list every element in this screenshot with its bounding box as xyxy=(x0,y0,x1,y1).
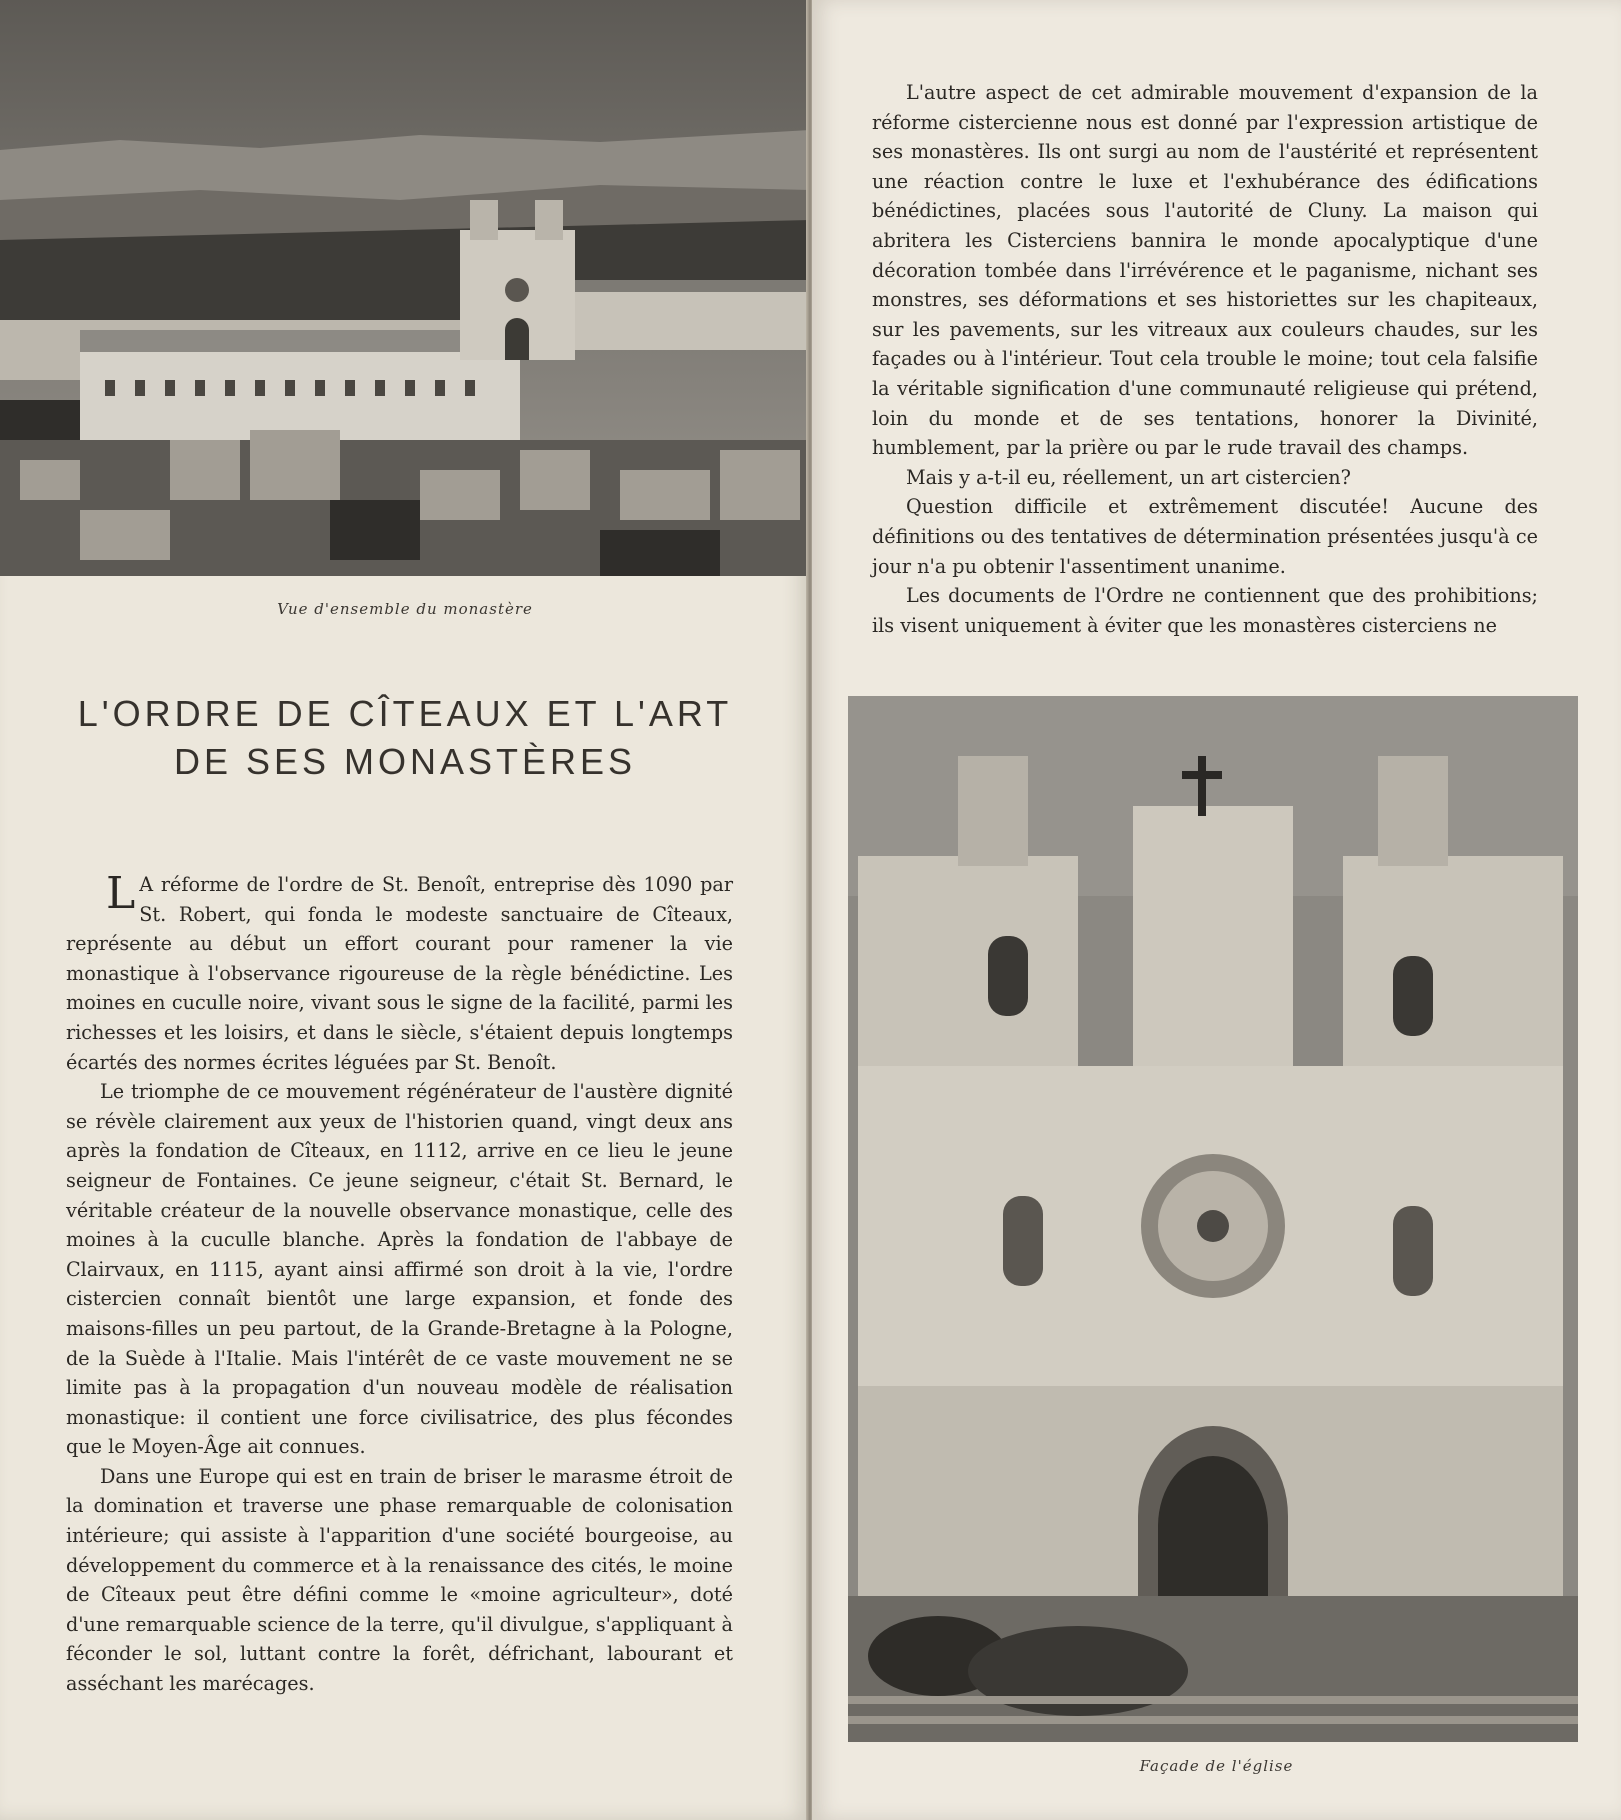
drop-cap: L xyxy=(106,868,136,919)
aerial-photo-caption: Vue d'ensemble du monastère xyxy=(277,600,533,618)
right-paragraph-4: Les documents de l'Ordre ne contiennent que des prohibitions; ils visent uniquement à éviter que les monastères cisterciens ne xyxy=(872,584,1538,637)
aerial-monastery-photo xyxy=(0,0,810,576)
right-paragraph-2: Mais y a-t-il eu, réellement, un art cistercien? xyxy=(906,465,1351,489)
aerial-photo-illustration xyxy=(0,0,810,576)
left-page xyxy=(0,0,810,1820)
church-facade-photo xyxy=(848,696,1578,1742)
title-line-2: DE SES MONASTÈRES xyxy=(173,741,637,782)
left-body-text xyxy=(66,870,733,1699)
title-line-1: L'ORDRE DE CÎTEAUX ET L'ART xyxy=(77,693,733,734)
right-paragraph-3: Question difficile et extrêmement discutée! Aucune des définitions ou des tentatives de détermination présentées jusqu'à ce jour n'a pu obtenir l'assentiment unanime. xyxy=(872,495,1538,578)
right-paragraph-1: L'autre aspect de cet admirable mouvement d'expansion de la réforme cistercienne nous est donné par l'expression artistique de ses monastères. Ils ont surgi au nom de l'austérité et représentent une réaction contre le luxe et l'exhubérance des édifications bénédictines, placées sous l'autorité de Cluny. La maison qui abritera les Cisterciens bannira le monde apocalyptique d'une décoration tombée dans l'irrévérence et le paganisme, nichant ses monstres, ses déformations et ses historiettes sur les chapiteaux, sur les pavements, sur les vitreaux aux couleurs chaudes, sur les façades ou à l'intérieur. Tout cela trouble le moine; tout cela falsifie la véritable signification d'une communauté religieuse qui prétend, loin du monde et de ses tentations, honorer la Divinité, humblement, par la prière ou par le rude travail des champs. xyxy=(872,81,1538,460)
facade-photo-caption: Façade de l'église xyxy=(1139,1757,1294,1775)
paragraph-1-text: A réforme de l'ordre de St. Benoît, entreprise dès 1090 par St. Robert, qui fonda le modeste sanctuaire de Cîteaux, représente au début un effort courant pour ramener la vie monastique à l'observance rigoureuse de la règle bénédictine. Les moines en cuculle noire, vivant sous le signe de la facilité, parmi les richesses et les loisirs, et dans le siècle, s'étaient depuis longtemps écartés des normes écrites léguées par St. Benoît. xyxy=(66,873,733,1074)
paragraph-2: Le triomphe de ce mouvement régénérateur de l'austère dignité se révèle clairement aux yeux de l'historien quand, vingt deux ans après la fondation de Cîteaux, en 1112, arrive en ce lieu le jeune seigneur de Fontaines. Ce jeune seigneur, c'était St. Bernard, le véritable créateur de la nouvelle observance monastique, celle des moines à la cuculle blanche. Après la fondation de l'abbaye de Clairvaux, en 1115, ayant ainsi affirmé son droit à la vie, l'ordre cistercien connaît bientôt une large expansion, et fonde des maisons-filles un peu partout, de la Grande-Bretagne à la Pologne, de la Suède à l'Italie. Mais l'intérêt de ce vaste mouvement ne se limite pas à la propagation d'un nouveau modèle de réalisation monastique: il contient une force civilisatrice, des plus fécondes que le Moyen-Âge ait connues. xyxy=(66,1080,733,1459)
right-body-text xyxy=(872,78,1538,640)
article-title xyxy=(40,690,770,786)
paragraph-3: Dans une Europe qui est en train de briser le marasme étroit de la domination et traverse une phase remarquable de colonisation intérieure; qui assiste à l'apparition d'une société bourgeoise, au développement du commerce et à la renaissance des cités, le moine de Cîteaux peut être défini comme le «moine agriculteur», doté d'une remarquable science de la terre, qu'il divulgue, s'appliquant à féconder le sol, luttant contre la forêt, défrichant, labourant et asséchant les marécages. xyxy=(66,1464,733,1696)
facade-photo-illustration xyxy=(848,696,1578,1742)
paragraph-1 xyxy=(66,870,733,1077)
